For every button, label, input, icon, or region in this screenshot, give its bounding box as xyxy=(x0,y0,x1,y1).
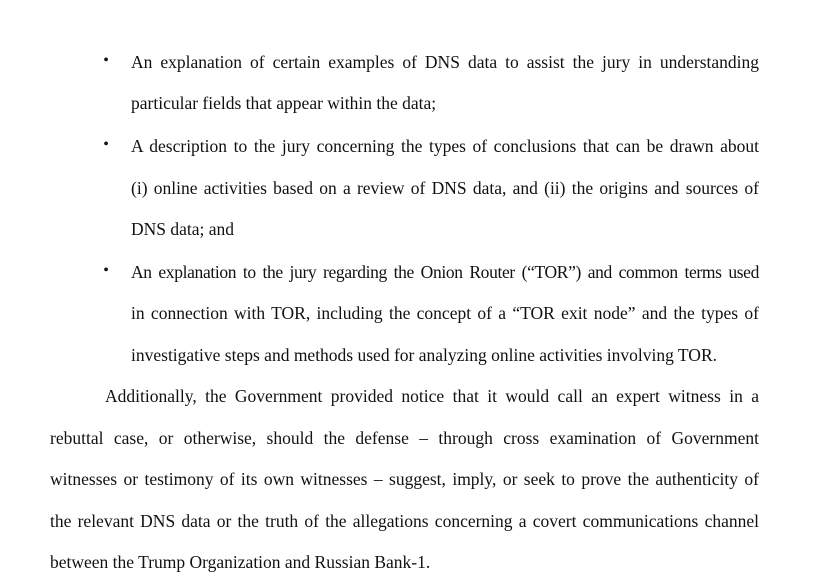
bullet-3-line-1: An explanation to the jury regarding the Onion Router (“TOR”) and common terms used xyxy=(131,262,759,282)
bullet-2-line-3: DNS data; and xyxy=(131,219,235,239)
bullet-3-line-2: in connection with TOR, including the concept of a “TOR exit node” and the types of xyxy=(131,303,759,323)
bullet-2-line-2: (i) online activities based on a review of DNS data, and (ii) the origins and sources of xyxy=(131,178,759,198)
bullet-3-line-3: investigative steps and methods used for analyzing online activities involving TOR. xyxy=(131,345,717,365)
bullet-marker: • xyxy=(103,52,109,69)
bullet-2-line-1: A description to the jury concerning the types of conclusions that can be drawn about xyxy=(131,136,759,156)
bullet-1-line-1: An explanation of certain examples of DNS data to assist the jury in understanding xyxy=(131,52,759,72)
paragraph-line-5: between the Trump Organization and Russian Bank-1. xyxy=(50,552,431,572)
bullet-1-line-2: particular fields that appear within the data; xyxy=(131,93,437,113)
paragraph-line-4: the relevant DNS data or the truth of the allegations concerning a covert communications channel xyxy=(50,511,759,531)
bullet-marker: • xyxy=(103,262,109,279)
paragraph-line-1: Additionally, the Government provided notice that it would call an expert witness in a xyxy=(105,386,759,406)
bullet-marker: • xyxy=(103,136,109,153)
paragraph-line-3: witnesses or testimony of its own witnesses – suggest, imply, or seek to prove the authenticity of xyxy=(50,469,759,489)
paragraph-line-2: rebuttal case, or otherwise, should the defense – through cross examination of Government xyxy=(50,428,759,448)
